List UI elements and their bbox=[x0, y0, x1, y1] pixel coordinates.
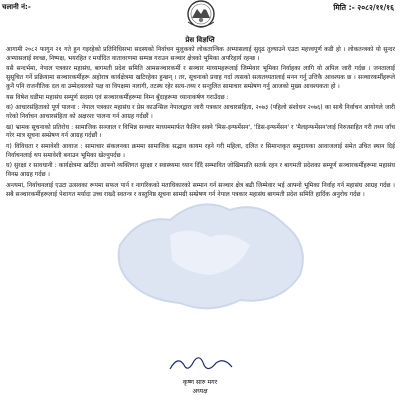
paragraph-intro: आगामी २०८२ फागुन २१ गते हुन गइरहेको प्रतिनिधिसभा सदस्यको निर्वाचन मुलुकको लोकतान्त्रिक अभ्यासलाई सुदृढ तुल्याउने एउटा महत्त्वपूर्ण कडी हो । लोकतन्त्रको यो सुन्दर अभ्यासलाई स्वच्छ, निष्पक्ष, भयरहित र मर्यादित वातावरणमा सम्पन्न गराउन सञ्चार क्षेत्रको भूमिका अपरिहार्य रहन्छ । bbox=[6, 46, 395, 62]
paragraph-appeal: यसै सन्दर्भमा, नेपाल पत्रकार महासंघ, बागमती प्रदेश समिति आमसञ्चारकर्मी र सञ्चार माध्यमहरूलाई जिम्मेवार भूमिका निर्वाहका लागि यो अपिल जारी गर्दछ । जनतालाई सुसूचित गर्ने प्रक्रियामा सञ्चारकर्मीहरू अहोरात्र कार्यक्षेत्रमा खटिरहेका हुन्छन् । तर, सूचनाको प्रवाह गर्दा त्यसको सत्यतथ्यतालाई मनन गर्नु उत्तिकै आवश्यक छ । सञ्चारकर्मीहरूले कुनै पनि राजनीतिक दल वा उम्मेदवारको पक्ष वा विपक्षमा नलागी, तटस्थ रहेर सत्य-तथ्य र सन्तुलित सामाचार सम्प्रेषण गर्नु आजको मुख्य आवश्यकता हो । bbox=[6, 65, 395, 90]
press-release-body bbox=[6, 46, 395, 201]
paragraph-points-intro: यस विषेश घडीमा महासंघ सम्पूर्ण सदस्य एवं सञ्चारकर्मीहरूमा निम्न बुँदाहरूमा ध्यानाकर्षण गराउँदछ : bbox=[6, 93, 229, 101]
signatory-name: कृष्ण सारु मगर bbox=[182, 379, 218, 386]
organisation-logo-icon bbox=[181, 0, 221, 32]
signature-mark-icon bbox=[166, 353, 236, 375]
paragraph-point-gha: घ) सुरक्षा र सावधानी : कार्यक्षेत्रमा खटिँदा आफ्नो व्यक्तिगत सुरक्षा र स्वास्थ्यमा ध्यान दिँदै सम्भावित जोखिमप्रति सतर्क रहन र बागमती प्रदेशका सम्पूर्ण सञ्चारकर्मीहरूमा महासंघ विनम्र आग्रह गर्दछ । bbox=[6, 162, 395, 179]
paragraph-point-kha: ख) भ्रामक सूचनाको प्रतिरोध : सामाजिक सञ्जाल र विभिन्न सञ्चार माध्यममार्फत फैलिन सक्ने 'मिस-इन्फर्मेसन', 'डिस-इन्फर्मेसन' र 'मैलइन्फर्मेसन'लाई निरुत्साहित गरी तथ्य जाँच गरेर मात्र सूचना सम्प्रेषण गर्न आग्रह गर्दछौं । bbox=[6, 123, 395, 140]
signature-block bbox=[0, 353, 400, 393]
paragraph-point-ka: क) आचारसंहिताको पूर्ण पालना : नेपाल पत्रकार महासंघ र प्रेस काउन्सिल नेपालद्वारा जारी पत्रकार आचारसंहिता, २०७३ (पहिलो संशोधन २०७६) का साथै निर्वाचन आयोगले जारी गरेको निर्वाचन आचारसंहिता को अक्षरशः पालना गर्न आग्रह गर्दछौं । bbox=[6, 104, 395, 120]
paragraph-conclusion: अन्त्यमा, निर्वाचनलाई एउटा उत्सवका रूपमा सफल पार्न र नागरिकको मताधिकारको सम्मान गर्न सञ्चार क्षेत्र बढी जिम्मेवार भई आफ्नो भूमिका निर्वाह गर्न महासंघ आग्रह गर्दछ । सबै सञ्चारकर्मीहरूलाई पेशागत मर्यादा उच्च राख्दै स्वतन्त्र र वस्तुनिष्ठ सूचना सामग्री सम्प्रेषण गर्न नेपाल पत्रकार महासंघ बागमती प्रदेश समिति हार्दिक अनुरोध गर्दछ । bbox=[6, 181, 395, 198]
paragraph-point-ga: ग) विविधता र समावेशी आवाज : सामाचार संकलनका क्रममा सामाजिक सद्भाव कायम रहने गरी महिला, दलित र सिमान्तकृत समुदायका आवाजलाई समेत उचित स्थान दिई निर्वाचनलाई थप समावेशी बनाउन भूमिका खेल्नुपर्दछ । bbox=[6, 143, 395, 159]
date-label: मिति :- २०८२/११/१६ bbox=[333, 3, 394, 12]
reference-number-label: चलानी नं:- bbox=[2, 3, 31, 11]
document-title: प्रेस विज्ञप्ति bbox=[185, 36, 215, 44]
letterhead bbox=[0, 0, 400, 46]
signatory-title: अध्यक्ष bbox=[192, 388, 208, 395]
